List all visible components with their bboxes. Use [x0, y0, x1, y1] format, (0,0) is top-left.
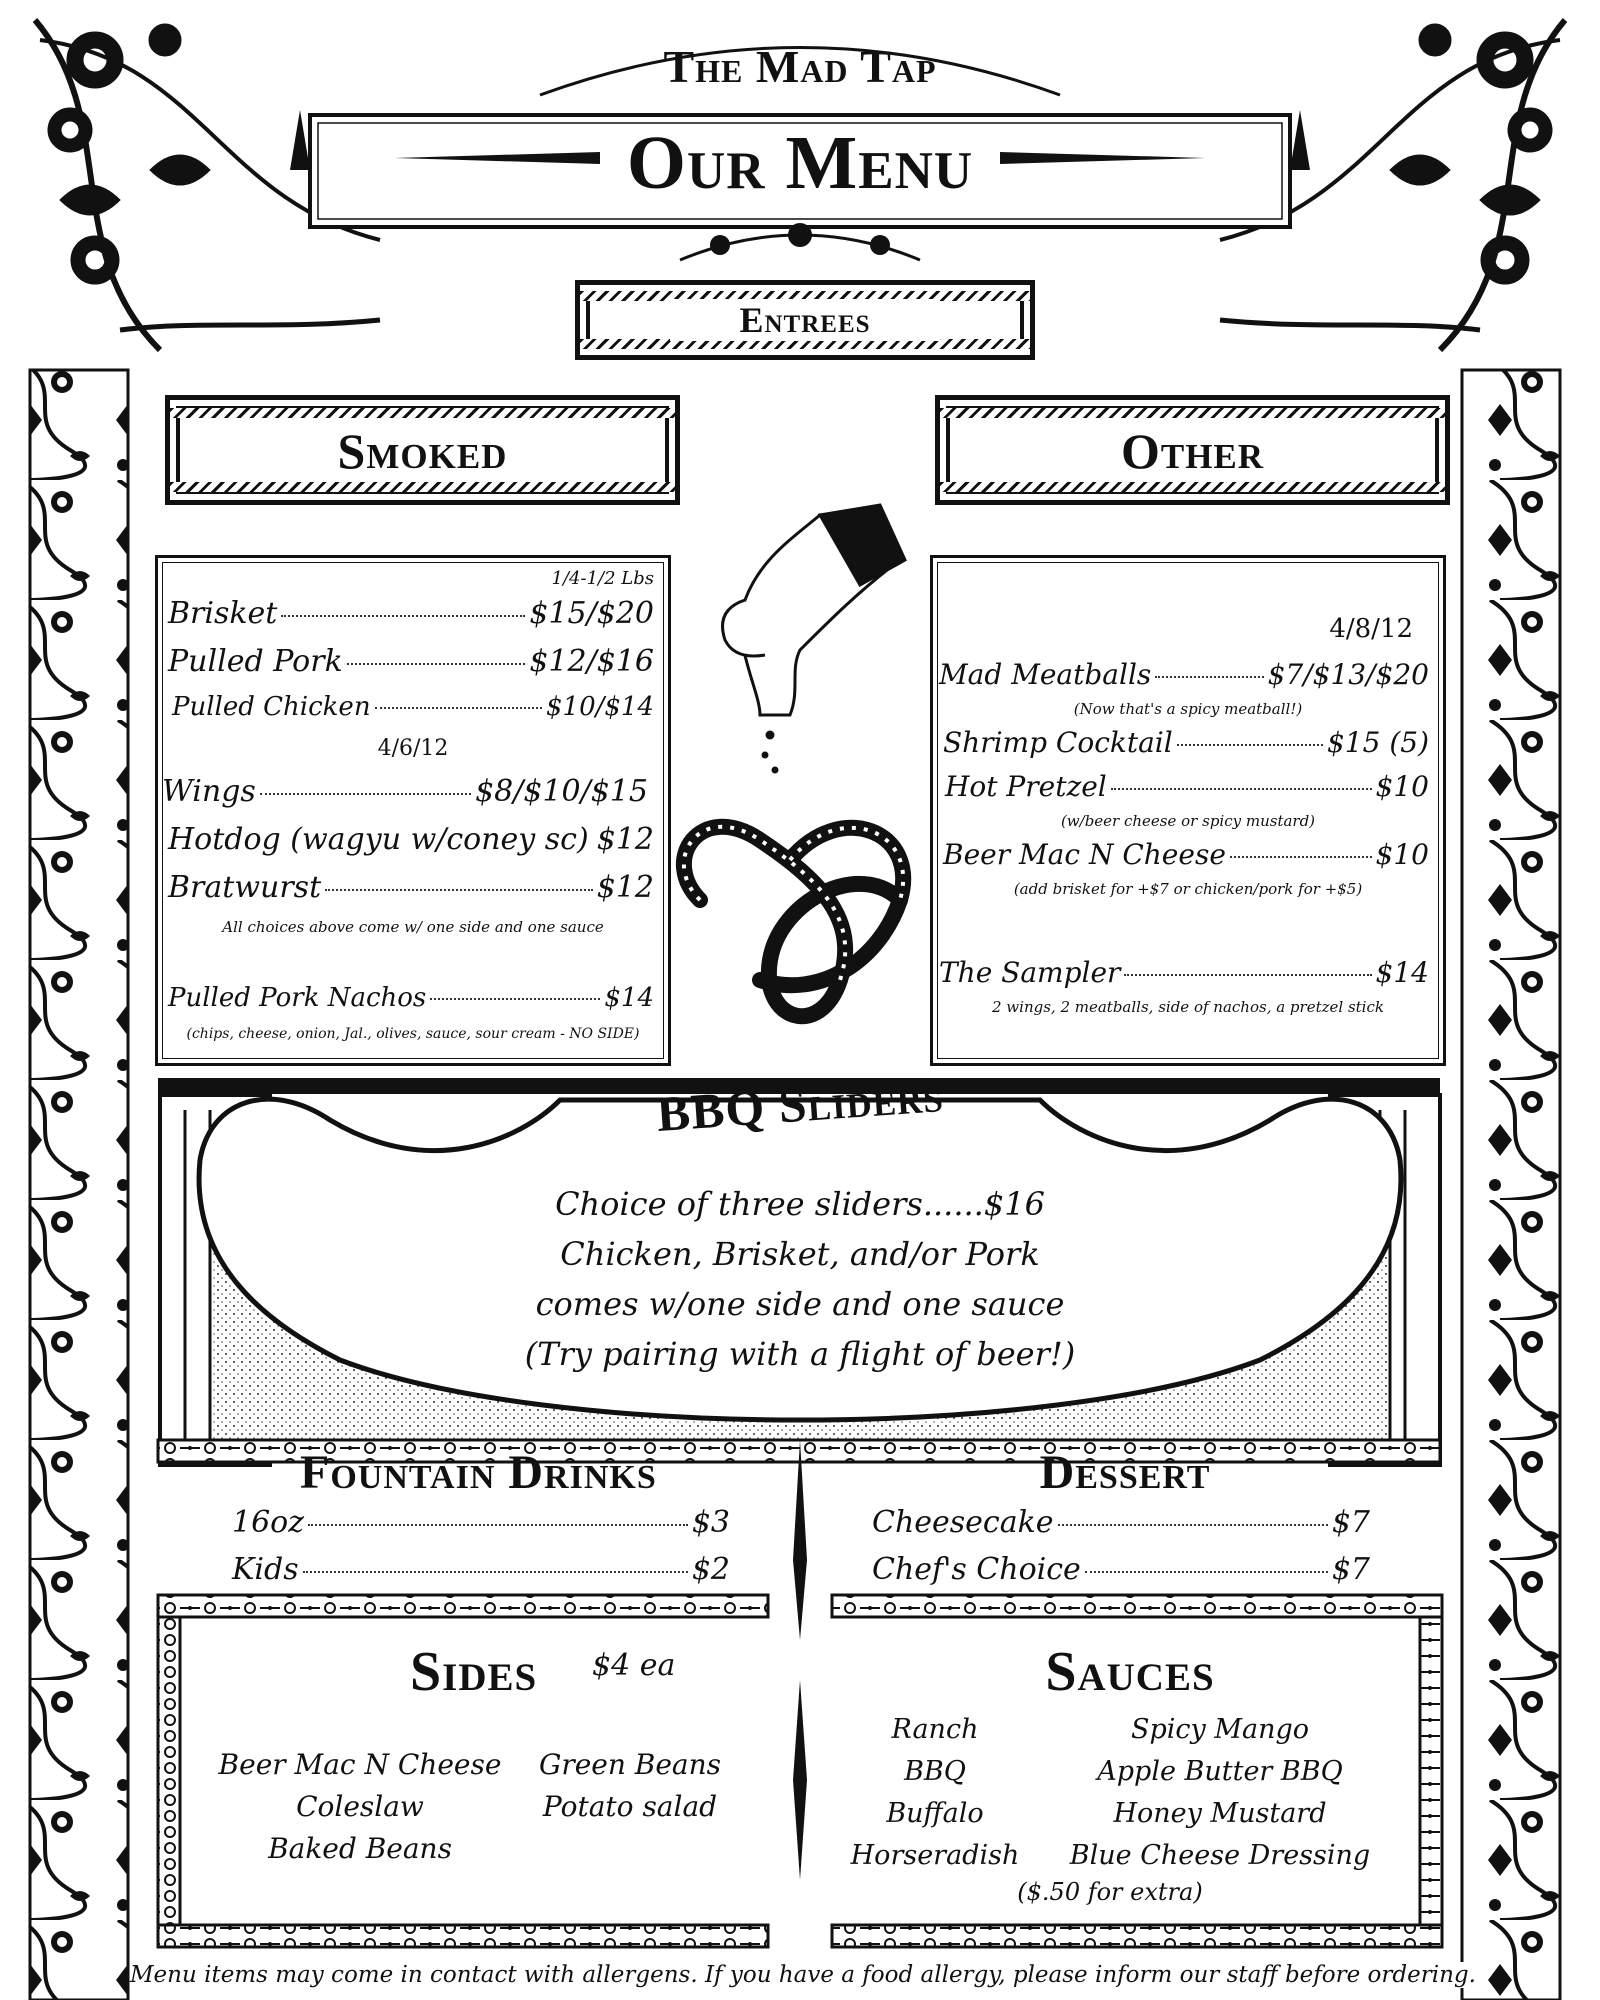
side-item: Green Beans — [538, 1748, 722, 1781]
item-name: 16oz — [232, 1505, 305, 1540]
item-name: Cheesecake — [872, 1505, 1054, 1540]
leader-dots — [281, 615, 525, 617]
item-name: Beer Mac N Cheese — [943, 838, 1226, 871]
item-name: Pulled Pork — [168, 644, 343, 679]
sauce-item: Spicy Mango — [1130, 1714, 1310, 1745]
item-note: (Now that's a spicy meatball!) — [1073, 700, 1303, 718]
item-price: $12 — [596, 822, 654, 857]
menu-item — [172, 692, 654, 722]
menu-item — [945, 770, 1429, 803]
leader-dots — [430, 998, 600, 1000]
item-price: $14 — [604, 983, 654, 1013]
leader-dots — [347, 663, 526, 665]
item-price: $12 — [596, 870, 654, 905]
nachos-note: (chips, cheese, onion, Jal., olives, sauce, sour cream - NO SIDE) — [186, 1026, 640, 1042]
smoked-title: Smoked — [337, 423, 508, 479]
menu-item — [168, 596, 654, 631]
sauce-item: Blue Cheese Dressing — [1069, 1840, 1371, 1871]
item-price: $15 (5) — [1326, 726, 1429, 759]
other-count-label: 4/8/12 — [1329, 614, 1413, 644]
leader-dots — [1177, 744, 1323, 746]
smoked-count-label: 4/6/12 — [377, 736, 449, 761]
item-price: $8/$10/$15 — [475, 774, 648, 809]
item-name: Kids — [232, 1552, 299, 1587]
item-price: $7 — [1331, 1552, 1370, 1587]
item-price: $12/$16 — [529, 644, 654, 679]
menu-item — [943, 726, 1429, 759]
drinks-title: Fountain Drinks — [300, 1446, 657, 1499]
sauce-item: BBQ — [904, 1756, 966, 1787]
allergen-notice: Menu items may come in contact with allergens. If you have a food allergy, please inform our staff before ordering. — [130, 1962, 1476, 1988]
sliders-line: comes w/one side and one sauce — [535, 1285, 1065, 1323]
item-name: Mad Meatballs — [939, 658, 1152, 691]
menu-title: Our Menu — [626, 121, 974, 205]
side-item: Beer Mac N Cheese — [218, 1748, 502, 1781]
item-name: Shrimp Cocktail — [943, 726, 1173, 759]
sides-price: $4 ea — [592, 1648, 676, 1683]
item-name: Chef's Choice — [872, 1552, 1081, 1587]
item-price: $2 — [691, 1552, 730, 1587]
side-item: Baked Beans — [268, 1832, 452, 1865]
sides-title: Sides — [410, 1641, 538, 1703]
leader-dots — [1124, 974, 1371, 976]
leader-dots — [325, 889, 593, 891]
menu-item — [232, 1552, 730, 1587]
sauce-item: Honey Mustard — [1113, 1798, 1327, 1829]
leader-dots — [1111, 788, 1372, 790]
item-price: $10 — [1375, 838, 1429, 871]
menu-item — [168, 644, 654, 679]
item-note: (w/beer cheese or spicy mustard) — [1060, 812, 1316, 830]
item-note: 2 wings, 2 meatballs, side of nachos, a pretzel stick — [992, 998, 1384, 1016]
leader-dots — [1058, 1524, 1328, 1526]
item-price: $15/$20 — [529, 596, 654, 631]
menu-item — [939, 956, 1429, 989]
menu-item — [168, 870, 654, 905]
item-name: The Sampler — [939, 956, 1121, 989]
menu-item — [872, 1505, 1370, 1540]
item-price: $14 — [1375, 956, 1429, 989]
menu-item — [872, 1552, 1370, 1587]
menu-item — [943, 838, 1429, 871]
leader-dots — [1230, 856, 1372, 858]
item-name: Hotdog (wagyu w/coney sc) — [168, 822, 589, 857]
entrees-banner — [575, 280, 1035, 360]
item-price: $10 — [1375, 770, 1429, 803]
sliders-title: BBQ Sliders — [654, 1066, 946, 1142]
sauce-item: Horseradish — [850, 1840, 1020, 1871]
menu-item — [168, 822, 654, 857]
side-item: Coleslaw — [296, 1790, 424, 1823]
sliders-line: (Try pairing with a flight of beer!) — [524, 1335, 1076, 1373]
restaurant-name: The Mad Tap — [663, 41, 937, 92]
leader-dots — [303, 1571, 688, 1573]
sliders-line: Choice of three sliders......$16 — [555, 1185, 1045, 1223]
leader-dots — [1085, 1571, 1328, 1573]
other-banner — [935, 395, 1450, 505]
sauce-item: Apple Butter BBQ — [1097, 1756, 1343, 1787]
leader-dots — [1155, 676, 1263, 678]
sauce-item: Ranch — [891, 1714, 979, 1745]
sauces-extra-note: ($.50 for extra) — [1017, 1878, 1203, 1906]
item-note: (add brisket for +$7 or chicken/pork for +$5) — [1013, 880, 1363, 898]
item-price: $3 — [691, 1505, 730, 1540]
menu-item — [939, 658, 1429, 691]
smoked-weights-label: 1/4-1/2 Lbs — [551, 568, 654, 589]
sliders-line: Chicken, Brisket, and/or Pork — [560, 1235, 1040, 1273]
dessert-title: Dessert — [1039, 1446, 1211, 1499]
menu-item — [232, 1505, 730, 1540]
item-price: $10/$14 — [545, 692, 654, 722]
item-name: Hot Pretzel — [945, 770, 1107, 803]
menu-item — [162, 774, 648, 809]
sauce-item: Buffalo — [886, 1798, 984, 1829]
item-name: Brisket — [168, 596, 278, 631]
entrees-label: Entrees — [670, 299, 940, 341]
item-name: Bratwurst — [168, 870, 322, 905]
smoked-menu-box — [155, 555, 671, 1066]
item-name: Pulled Chicken — [172, 692, 371, 722]
leader-dots — [308, 1524, 688, 1526]
smoked-side-note: All choices above come w/ one side and one sauce — [222, 918, 604, 936]
item-name: Wings — [162, 774, 256, 809]
item-price: $7/$13/$20 — [1267, 658, 1429, 691]
side-item: Potato salad — [542, 1790, 718, 1823]
leader-dots — [260, 793, 471, 795]
smoked-banner — [165, 395, 680, 505]
item-name: Pulled Pork Nachos — [168, 983, 427, 1013]
leader-dots — [375, 707, 542, 709]
other-menu-box — [930, 555, 1446, 1066]
item-price: $7 — [1331, 1505, 1370, 1540]
menu-item — [168, 983, 654, 1013]
other-title: Other — [1120, 423, 1265, 479]
sauces-title: Sauces — [1045, 1641, 1215, 1703]
